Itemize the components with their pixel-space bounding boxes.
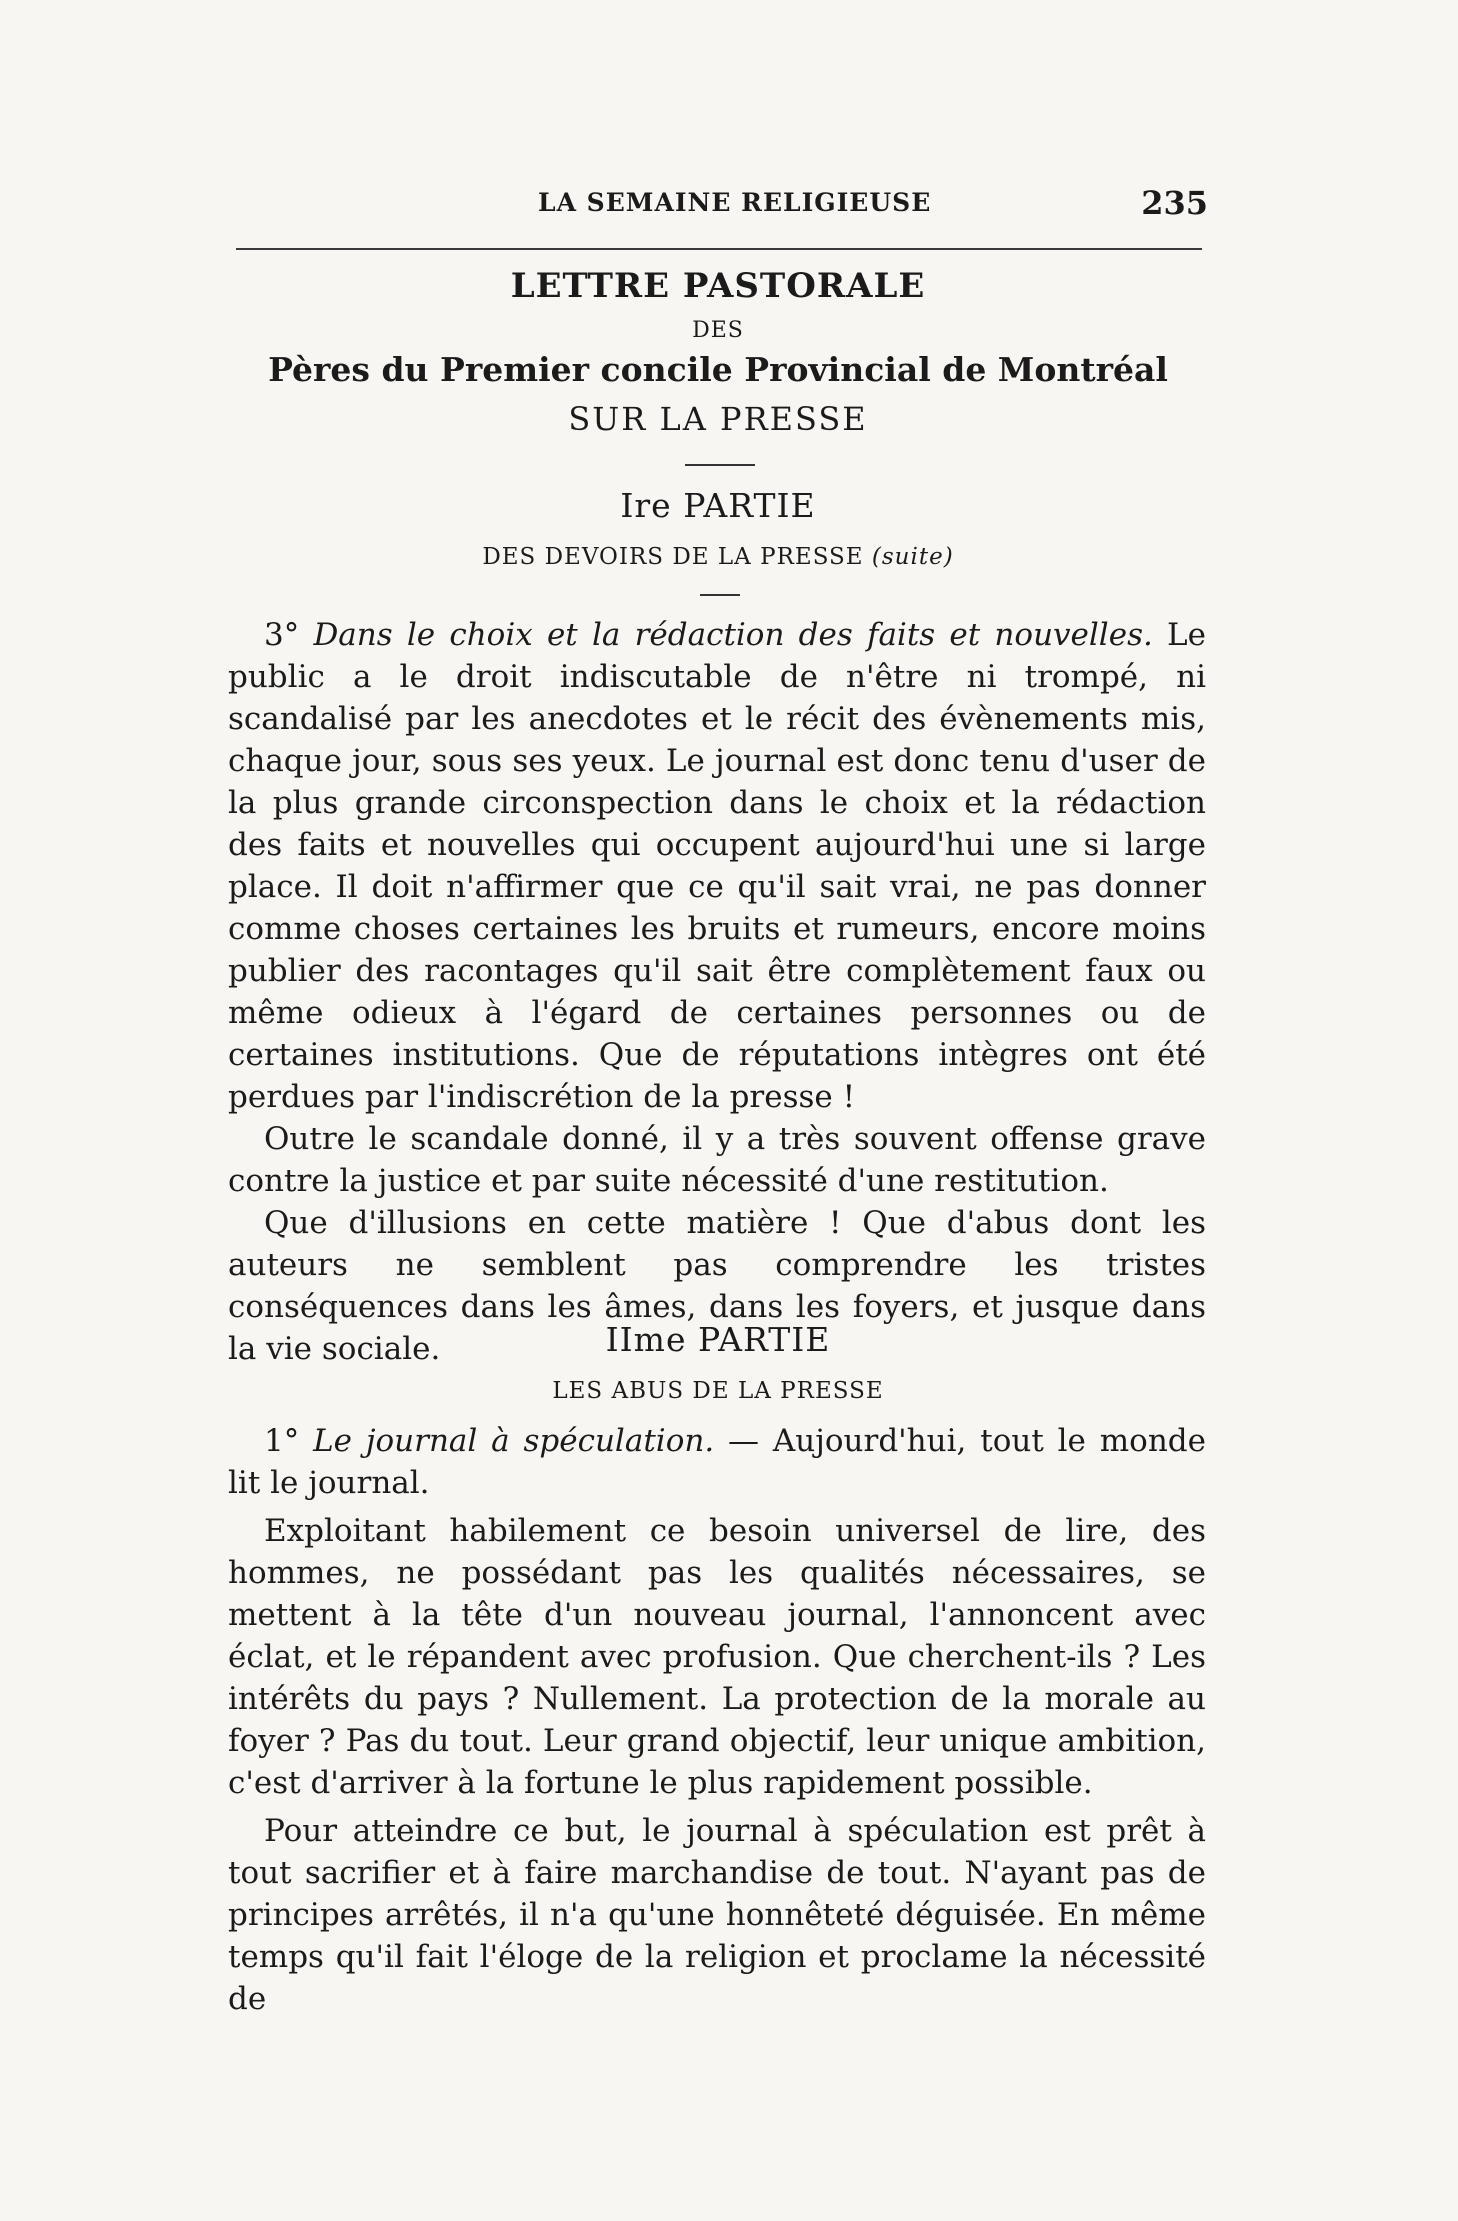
title-subject: SUR LA PRESSE [568,400,868,438]
section1-body [228,1420,1206,2026]
section3-lead: Dans le choix et la rédaction des faits et nouvelles. [313,617,1153,653]
section3-paragraph [228,614,1206,1118]
section1-number: 1° [264,1423,300,1459]
section1-lead: Le journal à spéculation. [313,1423,715,1459]
section3-paragraph-3: Que d'illusions en cette matière ! Que d'abus dont les auteurs ne semblent pas comprendre les tristes conséquences dans les âmes, dans les foyers, et jusque dans la vie sociale. [228,1205,1206,1367]
document-title: LETTRE PASTORALE [510,266,926,306]
part1-subheading [228,544,1208,570]
title-des: DES [692,318,744,343]
part2-subheading: LES ABUS DE LA PRESSE [552,1378,884,1404]
part1-subheading-text: DES DEVOIRS DE LA PRESSE [482,544,864,570]
part1-heading: Ire PARTIE [620,486,816,525]
running-title: LA SEMAINE RELIGIEUSE [538,188,932,217]
section3-number: 3° [264,617,300,653]
section1-paragraph-3: Pour atteindre ce but, le journal à spéculation est prêt à tout sacrifier et à faire marchandise de tout. N'ayant pas de principes arrêtés, il n'a qu'une honnêteté déguisée. En même temps qu'il fait l'éloge de la religion et proclame la nécessité de [228,1813,1206,2017]
header-rule [236,248,1202,250]
part2-heading: IIme PARTIE [605,1320,831,1359]
section-divider [700,594,740,596]
section1-paragraph-2: Exploitant habilement ce besoin universel de lire, des hommes, ne possédant pas les qualités nécessaires, se mettent à la tête d'un nouveau journal, l'annoncent avec éclat, et le répandent avec profusion. Que cherchent-ils ? Les intérêts du pays ? Nullement. La protection de la morale au foyer ? Pas du tout. Leur grand objectif, leur unique ambition, c'est d'arriver à la fortune le plus rapidement possible. [228,1513,1206,1801]
section1-paragraph [228,1420,1206,1504]
title-authors: Pères du Premier concile Provincial de Montréal [268,350,1168,389]
title-divider [685,464,755,466]
section1-text: — Aujourd'hui, tout le monde lit le journal. [228,1423,1206,1501]
part1-subheading-suffix: (suite) [871,544,954,570]
running-header [228,184,1208,228]
section3-paragraph-2: Outre le scandale donné, il y a très souvent offense grave contre la justice et par suite nécessité d'une restitution. [228,1121,1206,1199]
section3-text: Le public a le droit indiscutable de n'être ni trompé, ni scandalisé par les anecdotes et le récit des évènements mis, chaque jour, sous ses yeux. Le journal est donc tenu d'user de la plus grande circonspection dans le choix et la rédaction des faits et nouvelles qui occupent aujourd'hui une si large place. Il doit n'affirmer que ce qu'il sait vrai, ne pas donner comme choses certaines les bruits et rumeurs, encore moins publier des racontages qu'il sait être complètement faux ou même odieux à l'égard de certaines personnes ou de certaines institutions. Que de réputations intègres ont été perdues par l'indiscrétion de la presse ! [228,617,1206,1115]
section3-body [228,614,1206,1370]
page-number: 235 [1141,184,1208,222]
